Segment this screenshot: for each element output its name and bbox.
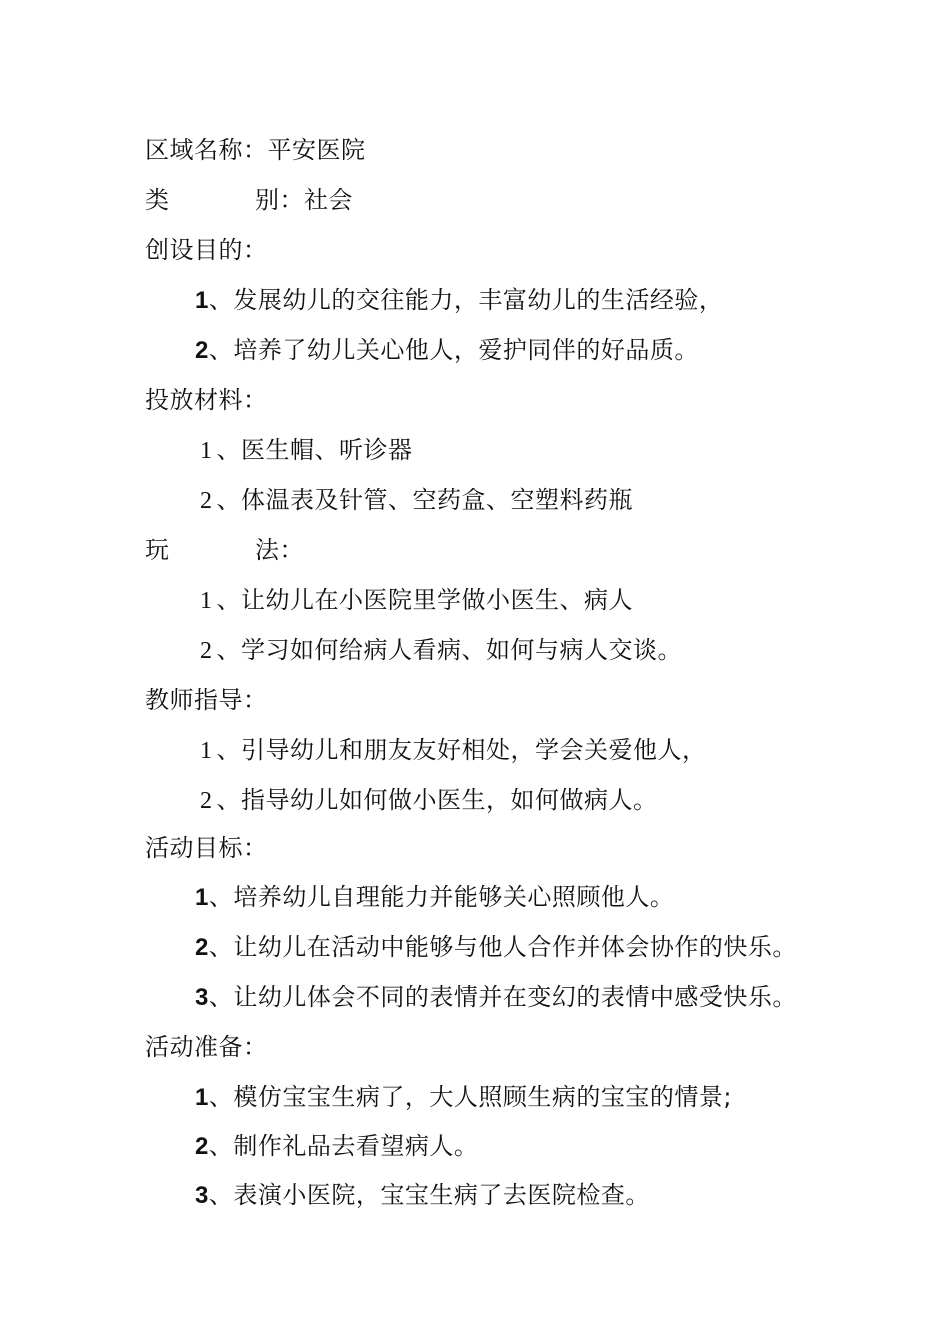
- preparation-item-1-num: 1: [195, 1084, 209, 1111]
- purpose-item-2-num: 2: [195, 337, 209, 364]
- preparation-item-2-num: 2: [195, 1133, 209, 1160]
- category-label-a: 类: [145, 186, 170, 214]
- materials-item-1: [200, 425, 413, 475]
- goals-item-2: [195, 922, 797, 972]
- play-item-1-text: 、让幼儿在小医院里学做小医生、病人: [216, 586, 633, 614]
- goals-item-3-num: 3: [195, 984, 209, 1011]
- purpose-heading: 创设目的：: [145, 236, 268, 264]
- play-label-b: 法：: [255, 536, 304, 564]
- play-item-2: [200, 625, 682, 675]
- goals-item-1-text: 、培养幼儿自理能力并能够关心照顾他人。: [208, 883, 675, 911]
- preparation-item-1-text: 、模仿宝宝生病了，大人照顾生病的宝宝的情景;: [208, 1083, 732, 1111]
- materials-heading: 投放材料：: [145, 386, 268, 414]
- area-name-label: 区域名称：: [145, 136, 268, 164]
- play-label-a: 玩: [145, 536, 170, 564]
- guidance-item-2-text: 、指导幼儿如何做小医生，如何做病人。: [216, 786, 658, 814]
- goals-item-1-num: 1: [195, 884, 209, 911]
- preparation-item-1: [195, 1072, 732, 1122]
- materials-item-2: [200, 475, 633, 525]
- category-value: 社会: [304, 186, 353, 214]
- guidance-item-2: [200, 775, 658, 825]
- play-item-1: [200, 575, 633, 625]
- area-name-value: 平安医院: [267, 136, 366, 164]
- materials-item-2-text: 、体温表及针管、空药盒、空塑料药瓶: [216, 486, 633, 514]
- materials-item-1-num: 1: [200, 438, 213, 464]
- play-item-1-num: 1: [200, 588, 213, 614]
- purpose-item-2: [195, 325, 699, 375]
- goals-item-2-text: 、让幼儿在活动中能够与他人合作并体会协作的快乐。: [208, 933, 797, 961]
- guidance-heading: 教师指导：: [145, 686, 268, 714]
- goals-item-3: [195, 972, 797, 1022]
- goals-item-3-text: 、让幼儿体会不同的表情并在变幻的表情中感受快乐。: [208, 983, 797, 1011]
- category-line: [145, 175, 353, 225]
- play-heading: [145, 525, 304, 575]
- preparation-item-3: [195, 1170, 650, 1220]
- guidance-item-1: [200, 725, 707, 775]
- guidance-item-1-num: 1: [200, 738, 213, 764]
- purpose-item-1-text: 、发展幼儿的交往能力，丰富幼儿的生活经验，: [208, 286, 724, 314]
- preparation-heading: 活动准备：: [145, 1033, 268, 1061]
- category-label-b: 别：: [255, 186, 304, 214]
- play-item-2-num: 2: [200, 638, 213, 664]
- preparation-item-2: [195, 1121, 478, 1171]
- purpose-item-2-text: 、培养了幼儿关心他人，爱护同伴的好品质。: [208, 336, 699, 364]
- guidance-item-2-num: 2: [200, 788, 213, 814]
- guidance-item-1-text: 、引导幼儿和朋友友好相处，学会关爱他人，: [216, 736, 707, 764]
- purpose-item-1: [195, 275, 723, 325]
- preparation-item-3-text: 、表演小医院，宝宝生病了去医院检查。: [208, 1181, 650, 1209]
- goals-heading: 活动目标：: [145, 834, 268, 862]
- materials-item-2-num: 2: [200, 488, 213, 514]
- purpose-item-1-num: 1: [195, 287, 209, 314]
- goals-item-2-num: 2: [195, 934, 209, 961]
- materials-item-1-text: 、医生帽、听诊器: [216, 436, 413, 464]
- preparation-item-3-num: 3: [195, 1182, 209, 1209]
- preparation-item-2-text: 、制作礼品去看望病人。: [208, 1132, 479, 1160]
- area-name-line: [145, 125, 366, 175]
- play-item-2-text: 、学习如何给病人看病、如何与病人交谈。: [216, 636, 682, 664]
- goals-item-1: [195, 872, 674, 922]
